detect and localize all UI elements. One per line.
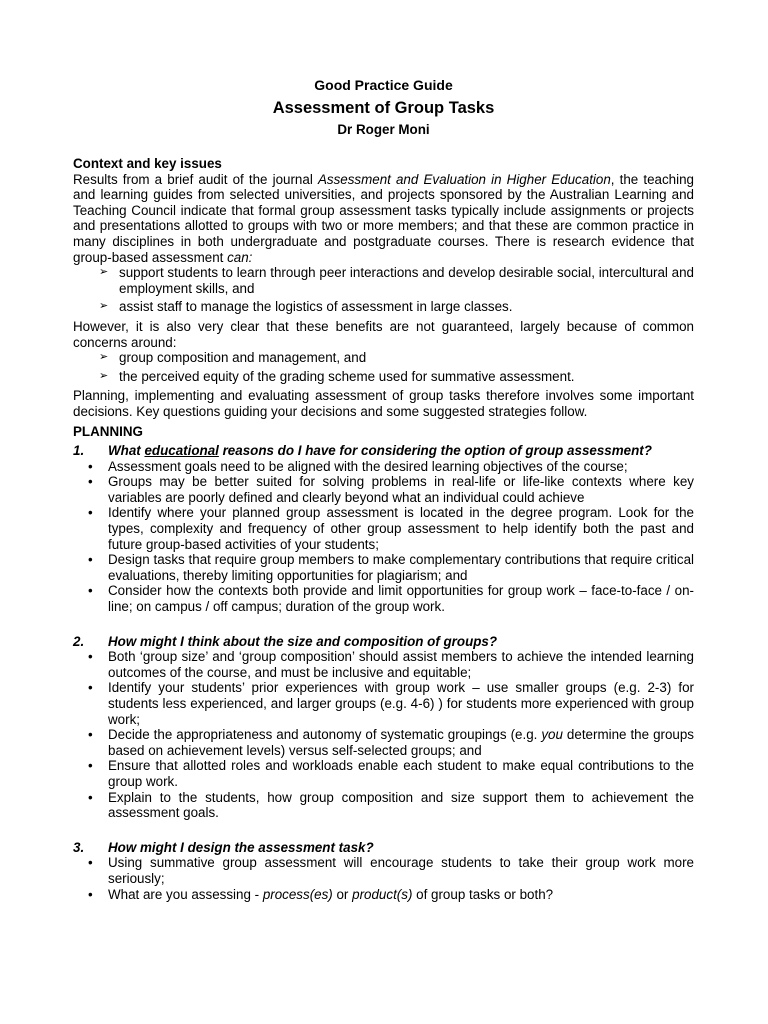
list-item-text: Design tasks that require group members to make complementary contributions that require critical evaluations, thereby limiting opportunities for plagiarism; and: [108, 552, 694, 583]
p1-text-b: , the teaching and learning guides from selected universities, and projects sponsored by the Australian Learning and Teaching Council indicate that formal group assessment tasks typically include assignments or projects and presentations allotted to groups with two or more members; and that these are common practice in many disciplines in both undergraduate and postgraduate courses. There is research evidence that group-based assessment: [73, 171, 694, 265]
concerns-list: [73, 350, 694, 384]
bullet-icon: •: [88, 855, 93, 871]
context-paragraph-3: Planning, implementing and evaluating assessment of group tasks therefore involves some important decisions. Key questions guiding your decisions and some suggested strategies follow.: [73, 388, 694, 419]
list-item: [73, 758, 694, 789]
arrow-bullet-icon: ➢: [99, 351, 109, 364]
q1-underlined-word: educational: [144, 443, 219, 459]
question-3-block: [73, 840, 694, 902]
bullet-icon: •: [88, 583, 93, 599]
question-1-heading: [73, 443, 694, 459]
list-item-text: Identify your students’ prior experiences with group work – use smaller groups (e.g. 2-3) for students less experienced, and larger groups (e.g. 4-6) ) for students more experienced with group work;: [108, 680, 694, 727]
list-item-text: Identify where your planned group assessment is located in the degree program. Look for the types, complexity and frequency of other group assessment to help identify both the past and future group-based activities of your students;: [108, 505, 694, 552]
list-item: [73, 552, 694, 583]
document-title: Assessment of Group Tasks: [272, 99, 495, 117]
list-item-text: of group tasks or both?: [412, 886, 554, 902]
list-item-text: Ensure that allotted roles and workloads enable each student to make equal contributions to the group work.: [108, 758, 694, 789]
list-item: [73, 855, 694, 886]
question-1-block: [73, 443, 694, 615]
list-item-text: Groups may be better suited for solving problems in real-life or life-like contexts where key variables are poorly defined and clearly beyond what an individual could achieve: [108, 474, 694, 505]
list-item-text: Using summative group assessment will encourage students to take their group work more seriously;: [108, 855, 694, 886]
question-2-block: [73, 634, 694, 821]
list-item: [73, 583, 694, 614]
list-item-text: Both ‘group size’ and ‘group composition’ should assist members to achieve the intended learning outcomes of the course, and must be inclusive and equitable;: [108, 649, 694, 680]
question-number: 3.: [73, 839, 85, 855]
question-3-list: [73, 855, 694, 902]
context-paragraph-1: [73, 172, 694, 266]
bullet-icon: •: [88, 789, 93, 805]
list-item: [73, 474, 694, 505]
list-item-text: Consider how the contexts both provide and limit opportunities for group work – face-to-face / on-line; on campus / off campus; duration of the group work.: [108, 583, 694, 615]
planning-heading: PLANNING: [73, 423, 143, 439]
emphasis-product: product(s): [352, 886, 413, 902]
list-item: [73, 459, 694, 475]
bullet-icon: •: [88, 727, 93, 743]
bullet-icon: •: [88, 474, 93, 490]
guide-label: Good Practice Guide: [314, 77, 453, 93]
list-item: [73, 727, 694, 758]
question-number: 1.: [73, 443, 85, 459]
bullet-icon: •: [88, 505, 93, 521]
arrow-bullet-icon: ➢: [99, 300, 109, 313]
list-item-text: Assessment goals need to be aligned with the desired learning objectives of the course;: [108, 458, 628, 474]
bullet-icon: •: [88, 680, 93, 696]
question-2-heading: [73, 634, 694, 650]
journal-title: Assessment and Evaluation in Higher Education: [317, 171, 611, 187]
list-item: [73, 299, 694, 315]
list-item-text: assist staff to manage the logistics of assessment in large classes.: [119, 299, 513, 315]
list-item: [73, 505, 694, 552]
list-item-text: Explain to the students, how group composition and size support them to achievement the assessment goals.: [108, 789, 694, 821]
benefits-list: [73, 265, 694, 315]
list-item: [73, 350, 694, 366]
q2-text: How might I think about the size and composition of groups?: [108, 633, 498, 649]
list-item: [73, 790, 694, 821]
list-item: [73, 265, 694, 296]
context-heading: Context and key issues: [73, 156, 222, 171]
emphasis-process: process(es): [262, 886, 333, 902]
author-name: Dr Roger Moni: [337, 122, 430, 137]
list-item: [73, 369, 694, 385]
p1-text-a: Results from a brief audit of the journal: [73, 171, 318, 187]
list-item-text: support students to learn through peer interactions and develop desirable social, intercultural and employment skills, and: [119, 265, 694, 296]
bullet-icon: •: [88, 886, 93, 902]
question-number: 2.: [73, 633, 85, 649]
list-item-text: group composition and management, and: [119, 350, 367, 366]
list-item: [73, 680, 694, 727]
bullet-icon: •: [88, 552, 93, 568]
list-item-text: What are you assessing -: [108, 886, 263, 902]
bullet-icon: •: [88, 758, 93, 774]
q1-text-post: reasons do I have for considering the option of group assessment?: [218, 443, 652, 459]
list-item-text: the perceived equity of the grading scheme used for summative assessment.: [119, 368, 575, 384]
bullet-icon: •: [88, 458, 93, 474]
p1-can: can:: [227, 249, 253, 265]
bullet-icon: •: [88, 649, 93, 665]
arrow-bullet-icon: ➢: [99, 266, 109, 279]
list-item: [73, 649, 694, 680]
document-body: [73, 76, 694, 902]
q3-text: How might I design the assessment task?: [108, 839, 374, 855]
list-item-text: determine the groups based on achievement levels) versus self-selected groups; and: [108, 727, 695, 758]
list-item-text: Decide the appropriateness and autonomy of systematic groupings (e.g.: [108, 727, 542, 743]
list-item: [73, 887, 694, 903]
q1-text-pre: What: [108, 443, 145, 459]
list-item-text: or: [332, 886, 353, 902]
question-3-heading: [73, 840, 694, 856]
emphasis-you: you: [541, 727, 563, 743]
question-2-list: [73, 649, 694, 821]
context-paragraph-2: However, it is also very clear that these benefits are not guaranteed, largely because of common concerns around:: [73, 318, 694, 350]
arrow-bullet-icon: ➢: [99, 369, 109, 382]
question-1-list: [73, 459, 694, 615]
